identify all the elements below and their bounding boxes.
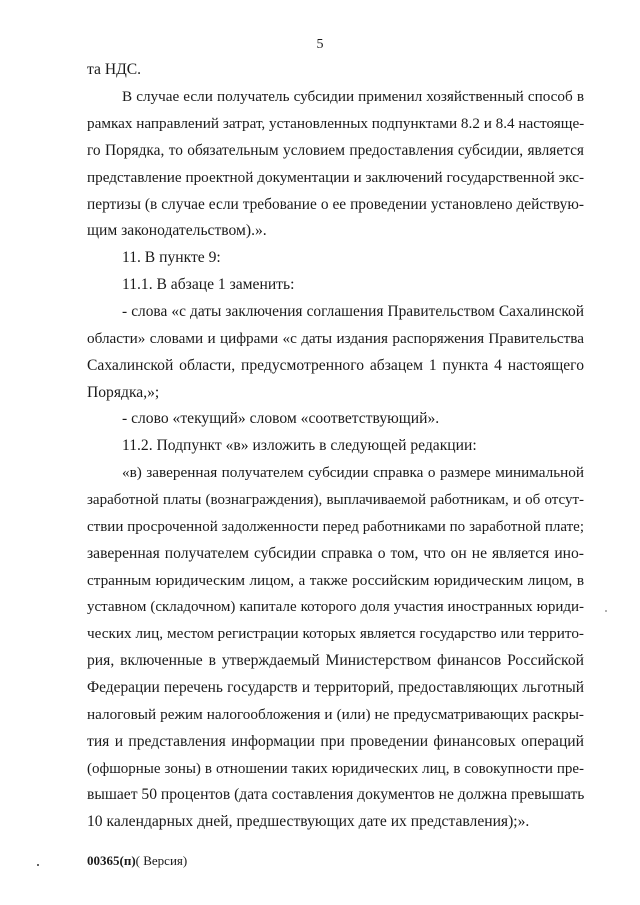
paragraph-line: области» словами и цифрами «с даты издания распоряжения Правительства xyxy=(87,330,584,347)
paragraph-line: «в) заверенная получателем субсидии справка о размере минимальной xyxy=(122,464,584,481)
paragraph-line: пертизы (в случае если требование о ее проведении установлено действую- xyxy=(87,196,584,213)
item-heading: 11.2. Подпункт «в» изложить в следующей редакции: xyxy=(122,437,477,454)
paragraph-line: заверенная получателем субсидии справка о том, что он не является ино- xyxy=(87,545,584,562)
document-code: 00365(п) xyxy=(87,853,136,868)
paragraph-line: ческих лиц, местом регистрации которых является государство или террито- xyxy=(87,625,584,642)
paragraph-line: (офшорные зоны) в отношении таких юридических лиц, в совокупности пре- xyxy=(87,761,584,777)
paragraph-line: странным юридическим лицом, а также российским юридическим лицом, в xyxy=(87,572,584,589)
scan-speck xyxy=(605,610,607,612)
item-heading: 11. В пункте 9: xyxy=(122,249,221,266)
paragraph-line: заработной платы (вознаграждения), выплачиваемой работникам, и об отсут- xyxy=(87,492,584,508)
paragraph-line: тия и представления информации при проведении финансовых операций xyxy=(87,733,584,750)
paragraph-line: щим законодательством).». xyxy=(87,222,267,239)
paragraph-line: В случае если получатель субсидии применил хозяйственный способ в xyxy=(122,88,584,105)
scan-mark xyxy=(37,864,39,866)
paragraph-line: Федерации перечень государств и территорий, предоставляющих льготный xyxy=(87,679,584,696)
paragraph-line: 10 календарных дней, предшествующих дате их представления);». xyxy=(87,813,530,830)
paragraph-line: го Порядка, то обязательным условием предоставления субсидии, является xyxy=(87,142,584,159)
paragraph-line: вышает 50 процентов (дата составления документов не должна превышать xyxy=(87,786,585,803)
paragraph-line: ствии просроченной задолженности перед работниками по заработной плате; xyxy=(87,519,584,535)
paragraph-line: налоговый режим налогообложения и (или) не предусматривающих раскры- xyxy=(87,706,584,723)
paragraph-line: рия, включенные в утверждаемый Министерством финансов Российской xyxy=(87,652,584,669)
version-label: ( Версия) xyxy=(135,853,188,868)
item-heading: 11.1. В абзаце 1 заменить: xyxy=(122,276,295,293)
paragraph-line: уставном (складочном) капитале которого доля участия иностранных юриди- xyxy=(87,599,584,615)
document-footer xyxy=(87,853,187,869)
text-line: та НДС. xyxy=(87,61,142,78)
paragraph-line: - слово «текущий» словом «соответствующий». xyxy=(122,410,440,427)
paragraph-line: Сахалинской области, предусмотренного абзацем 1 пункта 4 настоящего xyxy=(87,357,584,374)
paragraph-line: рамках направлений затрат, установленных подпунктами 8.2 и 8.4 настояще- xyxy=(87,115,585,132)
page-number: 5 xyxy=(316,37,324,52)
paragraph-line: Порядка,»; xyxy=(87,384,160,401)
paragraph-line: - слова «с даты заключения соглашения Правительством Сахалинской xyxy=(122,303,584,320)
paragraph-line: представление проектной документации и заключений государственной экс- xyxy=(87,169,584,186)
